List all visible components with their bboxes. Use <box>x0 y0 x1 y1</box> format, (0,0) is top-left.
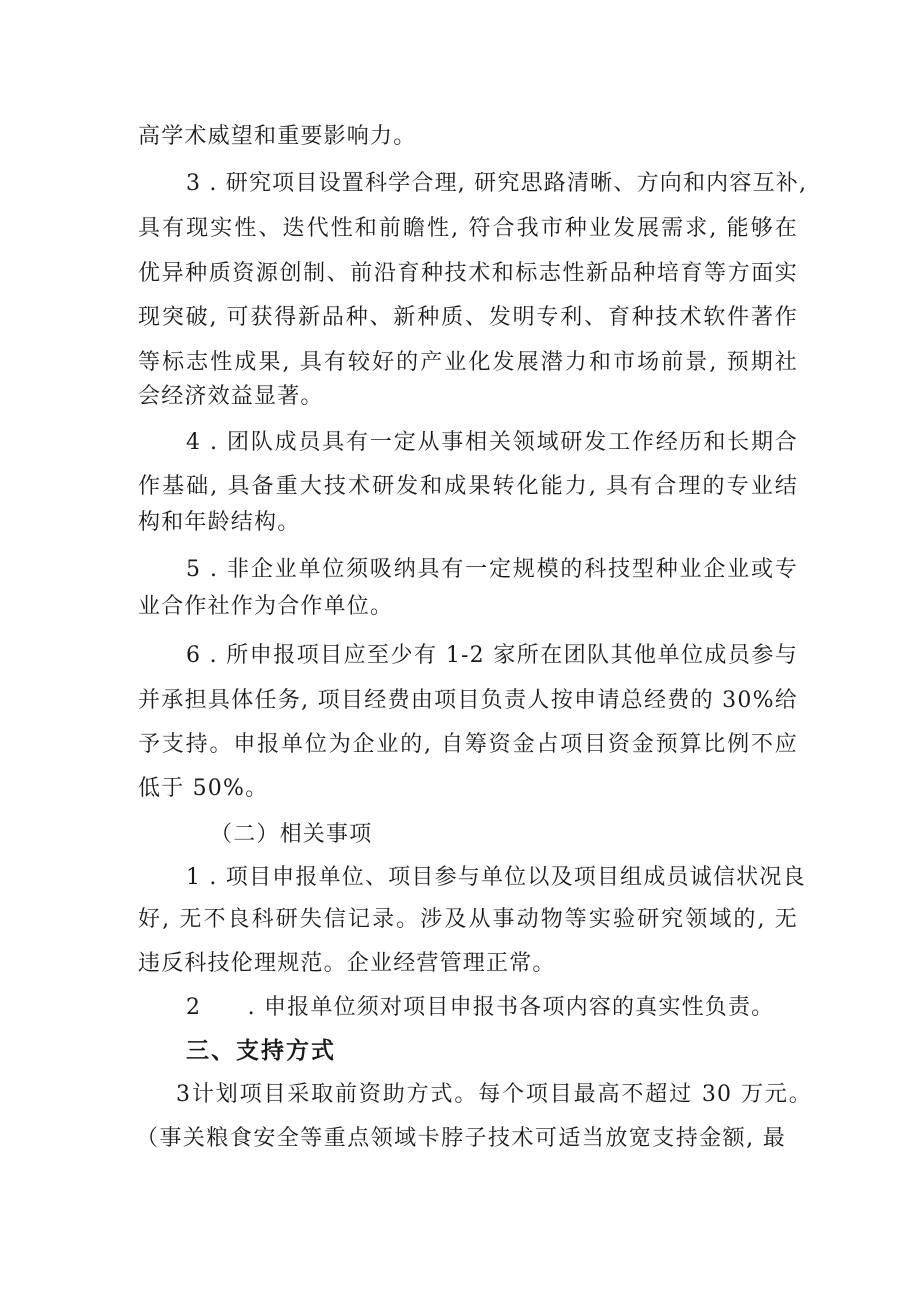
related-item-1-line-1: 1 . 项目申报单位、项目参与单位以及项目组成员诚信状况良 <box>186 865 806 890</box>
item-3-line-1: 3 . 研究项目设置科学合理, 研究思路清晰、方向和内容互补, <box>186 171 808 196</box>
support-line-1: 3计划项目采取前资助方式。每个项目最高不超过 30 万元。 <box>176 1082 812 1107</box>
item-6-line-4: 低于 50%。 <box>138 776 269 801</box>
item-4-line-1: 4 . 团队成员具有一定从事相关领域研发工作经历和长期合 <box>186 430 798 455</box>
item-4-line-2: 作基础, 具备重大技术研发和成果转化能力, 具有合理的专业结 <box>138 474 798 499</box>
paragraph-line: 高学术威望和重要影响力。 <box>138 124 417 149</box>
related-item-1-line-2: 好, 无不良科研失信记录。涉及从事动物等实验研究领域的, 无 <box>138 907 798 932</box>
related-item-2: 2 . 申报单位须对项目申报书各项内容的真实性负责。 <box>186 995 775 1020</box>
item-5-line-2: 业合作社作为合作单位。 <box>138 594 394 619</box>
related-item-1-line-3: 违反科技伦理规范。企业经营管理正常。 <box>138 951 556 976</box>
item-6-line-2: 并承担具体任务, 项目经费由项目负责人按申请总经费的 30%给 <box>138 688 798 713</box>
item-3-line-6: 会经济效益显著。 <box>138 384 324 409</box>
item-4-line-3: 构和年龄结构。 <box>138 510 301 535</box>
item-3-line-5: 等标志性成果, 具有较好的产业化发展潜力和市场前景, 预期社 <box>138 350 798 375</box>
item-3-line-2: 具有现实性、迭代性和前瞻性, 符合我市种业发展需求, 能够在 <box>138 216 798 241</box>
item-5-line-1: 5 . 非企业单位须吸纳具有一定规模的科技型种业企业或专 <box>186 557 798 582</box>
item-3-line-3: 优异种质资源创制、前沿育种技术和标志性新品种培育等方面实 <box>138 261 798 286</box>
item-6-line-1: 6 . 所申报项目应至少有 1-2 家所在团队其他单位成员参与 <box>186 643 798 668</box>
item-3-line-4: 现突破, 可获得新品种、新种质、发明专利、育种技术软件著作 <box>138 305 798 330</box>
sub-section-title: （二）相关事项 <box>210 822 373 847</box>
support-line-2: （事关粮食安全等重点领域卡脖子技术可适当放宽支持金额, 最 <box>136 1126 786 1151</box>
item-6-line-3: 予支持。申报单位为企业的, 自筹资金占项目资金预算比例不应 <box>138 732 798 757</box>
section-title: 三、支持方式 <box>186 1038 336 1064</box>
